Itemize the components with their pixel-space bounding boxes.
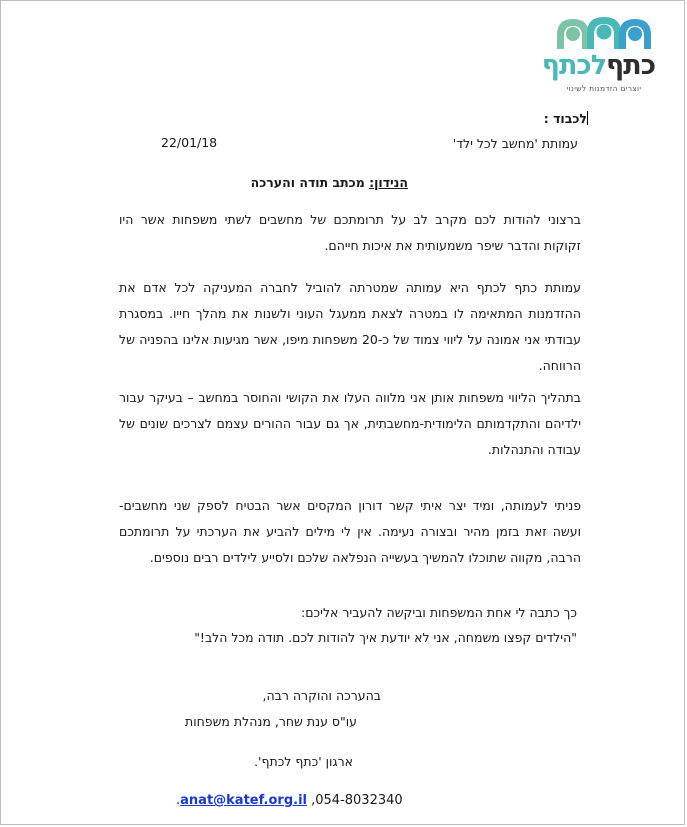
- paragraph-3: בתהליך הליווי משפחות אותן אני מלווה העלו את הקושי והחוסר במחשב – בעיקר עבור ילדיהם והתקדמותם הלימודית-מחשבתית, אך גם עבור ההורים עצמם לצרכים שונים של עבודה והתנהלות.: [119, 390, 581, 457]
- to-label: [544, 111, 588, 127]
- subject-line: [251, 175, 408, 191]
- logo-word-2: לכתף: [541, 50, 607, 81]
- paragraph-4: פניתי לעמותה, ומיד יצר איתי קשר דורון המקסים אשר הבטיח לספק שני מחשבים- ועשה זאת בזמן מהיר ובצורה נעימה. אין לי מילים להביע את הערכתי על תרומתכם הרבה, מקווה שתוכלו להמשיך בעשייה הנפלאה שלכם ולסייע לילדים רבים נוספים.: [119, 498, 581, 565]
- logo-wordmark: [541, 50, 655, 81]
- subject-prefix: הנידון:: [369, 175, 408, 190]
- letter-date: 22/01/18: [161, 135, 218, 150]
- contact-line: .anat@katef.org.il ,054-8032340: [176, 793, 403, 808]
- logo-figures-icon: [553, 15, 655, 49]
- closing: בהערכה והוקרה רבה,: [262, 688, 381, 703]
- text-cursor: [587, 111, 588, 125]
- signature: עו"ס ענת שחר, מנהלת משפחות: [184, 714, 357, 729]
- katef-logo: [541, 15, 655, 97]
- email-link[interactable]: anat@katef.org.il: [180, 793, 307, 808]
- quote-intro: כך כתבה לי אחת המשפחות וביקשה להעביר אליכם:: [301, 605, 577, 620]
- organization: ארגון 'כתף לכתף'.: [254, 754, 353, 769]
- subject-text: מכתב תודה והערכה: [250, 175, 370, 190]
- phone-number: 054-8032340: [315, 793, 403, 808]
- paragraph-1: ברצוני להודות לכם מקרב לב על תרומתכם של מחשבים לשתי משפחות אשר היו זקוקות והדבר שיפר משמעותית את איכות חייהם.: [119, 212, 581, 253]
- family-quote: "הילדים קפצו משמחה, אני לא יודעת איך להודות לכם. תודה מכל הלב!": [194, 630, 577, 645]
- paragraph-2: עמותת כתף לכתף היא עמותה שמטרתה להוביל לחברה המעניקה לכל אדם את ההזדמנות המתאימה לו במטרה לצאת ממעגל העוני ולשנות את מהלך חייו. במסגרת עבודתי אני אמונה על ליווי צמוד של כ-20 משפחות מיפו, אשר מגיעות אלינו בהפניה של הרווחה.: [119, 280, 582, 373]
- logo-word-1: כתף: [606, 50, 655, 81]
- logo-tagline: יוצרים הזדמנות לשינוי: [566, 84, 642, 93]
- recipient: עמותת 'מחשב לכל ילד': [452, 136, 578, 151]
- to-label-text: לכבוד :: [543, 111, 587, 126]
